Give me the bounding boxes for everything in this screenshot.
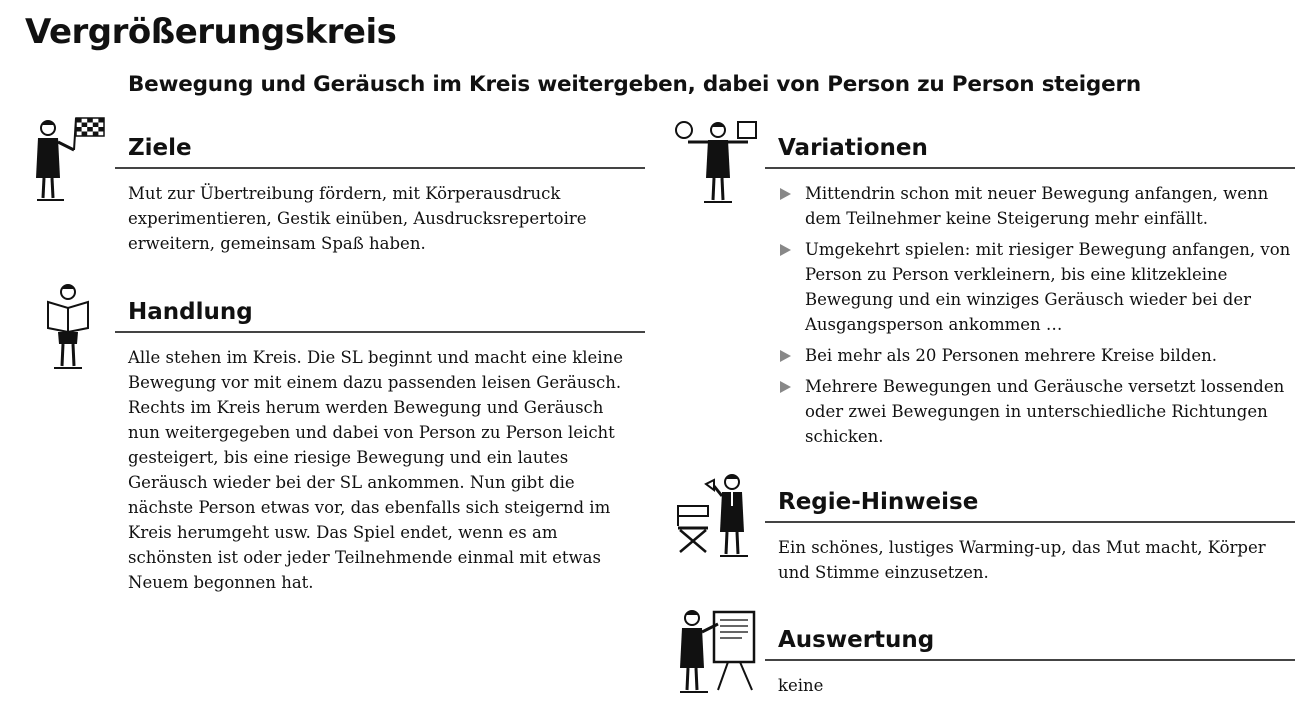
- reading-person-icon: [44, 280, 92, 370]
- variation-list: [765, 181, 1295, 449]
- list-item-text: Bei mehr als 20 Personen mehrere Kreise bilden.: [805, 346, 1217, 366]
- list-item-text: Umgekehrt spielen: mit riesiger Bewegung anfangen, von Person zu Person verkleinern, bis eine klitzekleine Bewegung und ein winziges Geräusch wieder bei der Ausgangsperson ankommen …: [805, 240, 1291, 335]
- list-item: [778, 374, 1295, 449]
- section-text: Ein schönes, lustiges Warming-up, das Mut macht, Körper und Stimme einzusetzen.: [778, 538, 1266, 583]
- list-item-text: Mehrere Bewegungen und Geräusche versetzt lossenden oder zwei Bewegungen in unterschiedliche Richtungen schicken.: [805, 377, 1285, 447]
- section-auswertung: [765, 628, 1295, 698]
- page-title: Vergrößerungskreis: [25, 12, 397, 52]
- bullet-triangle-icon: [780, 188, 791, 200]
- director-icon: [672, 470, 752, 560]
- section-heading: Handlung: [115, 300, 645, 333]
- presenter-icon: [676, 604, 760, 696]
- list-item: [778, 237, 1295, 337]
- section-variationen: [765, 136, 1295, 455]
- section-heading: Variationen: [765, 136, 1295, 169]
- section-regie-hinweise: [765, 490, 1295, 585]
- section-text: Alle stehen im Kreis. Die SL beginnt und macht eine kleine Bewegung vor mit einem dazu passenden leisen Geräusch. Rechts im Kreis herum werden Bewegung und Geräusch nun weitergegeben und dabei von Person zu Person leicht gesteigert, bis eine riesige Bewegung und ein lautes Geräusch wieder bei der SL ankommen. Nun gibt die nächste Person etwas vor, das ebenfalls sich steigernd im Kreis herumgeht usw. Das Spiel endet, wenn es am schönsten ist oder jeder Teilnehmende einmal mit etwas Neuem begonnen hat.: [128, 348, 623, 593]
- section-handlung: [115, 300, 645, 595]
- section-text: keine: [778, 676, 824, 696]
- list-item: [778, 181, 1295, 231]
- flag-person-icon: [32, 112, 110, 204]
- page-subtitle: Bewegung und Geräusch im Kreis weitergeben, dabei von Person zu Person steigern: [128, 72, 1142, 97]
- shapes-person-icon: [674, 118, 762, 206]
- bullet-triangle-icon: [780, 350, 791, 362]
- bullet-triangle-icon: [780, 381, 791, 393]
- section-heading: Regie-Hinweise: [765, 490, 1295, 523]
- section-heading: Ziele: [115, 136, 645, 169]
- bullet-triangle-icon: [780, 244, 791, 256]
- list-item-text: Mittendrin schon mit neuer Bewegung anfangen, wenn dem Teilnehmer keine Steigerung mehr einfällt.: [805, 184, 1269, 229]
- section-ziele: [115, 136, 645, 256]
- section-heading: Auswertung: [765, 628, 1295, 661]
- list-item: [778, 343, 1295, 368]
- section-text: Mut zur Übertreibung fördern, mit Körperausdruck experimentieren, Gestik einüben, Ausdrucksrepertoire erweitern, gemeinsam Spaß haben.: [128, 184, 587, 254]
